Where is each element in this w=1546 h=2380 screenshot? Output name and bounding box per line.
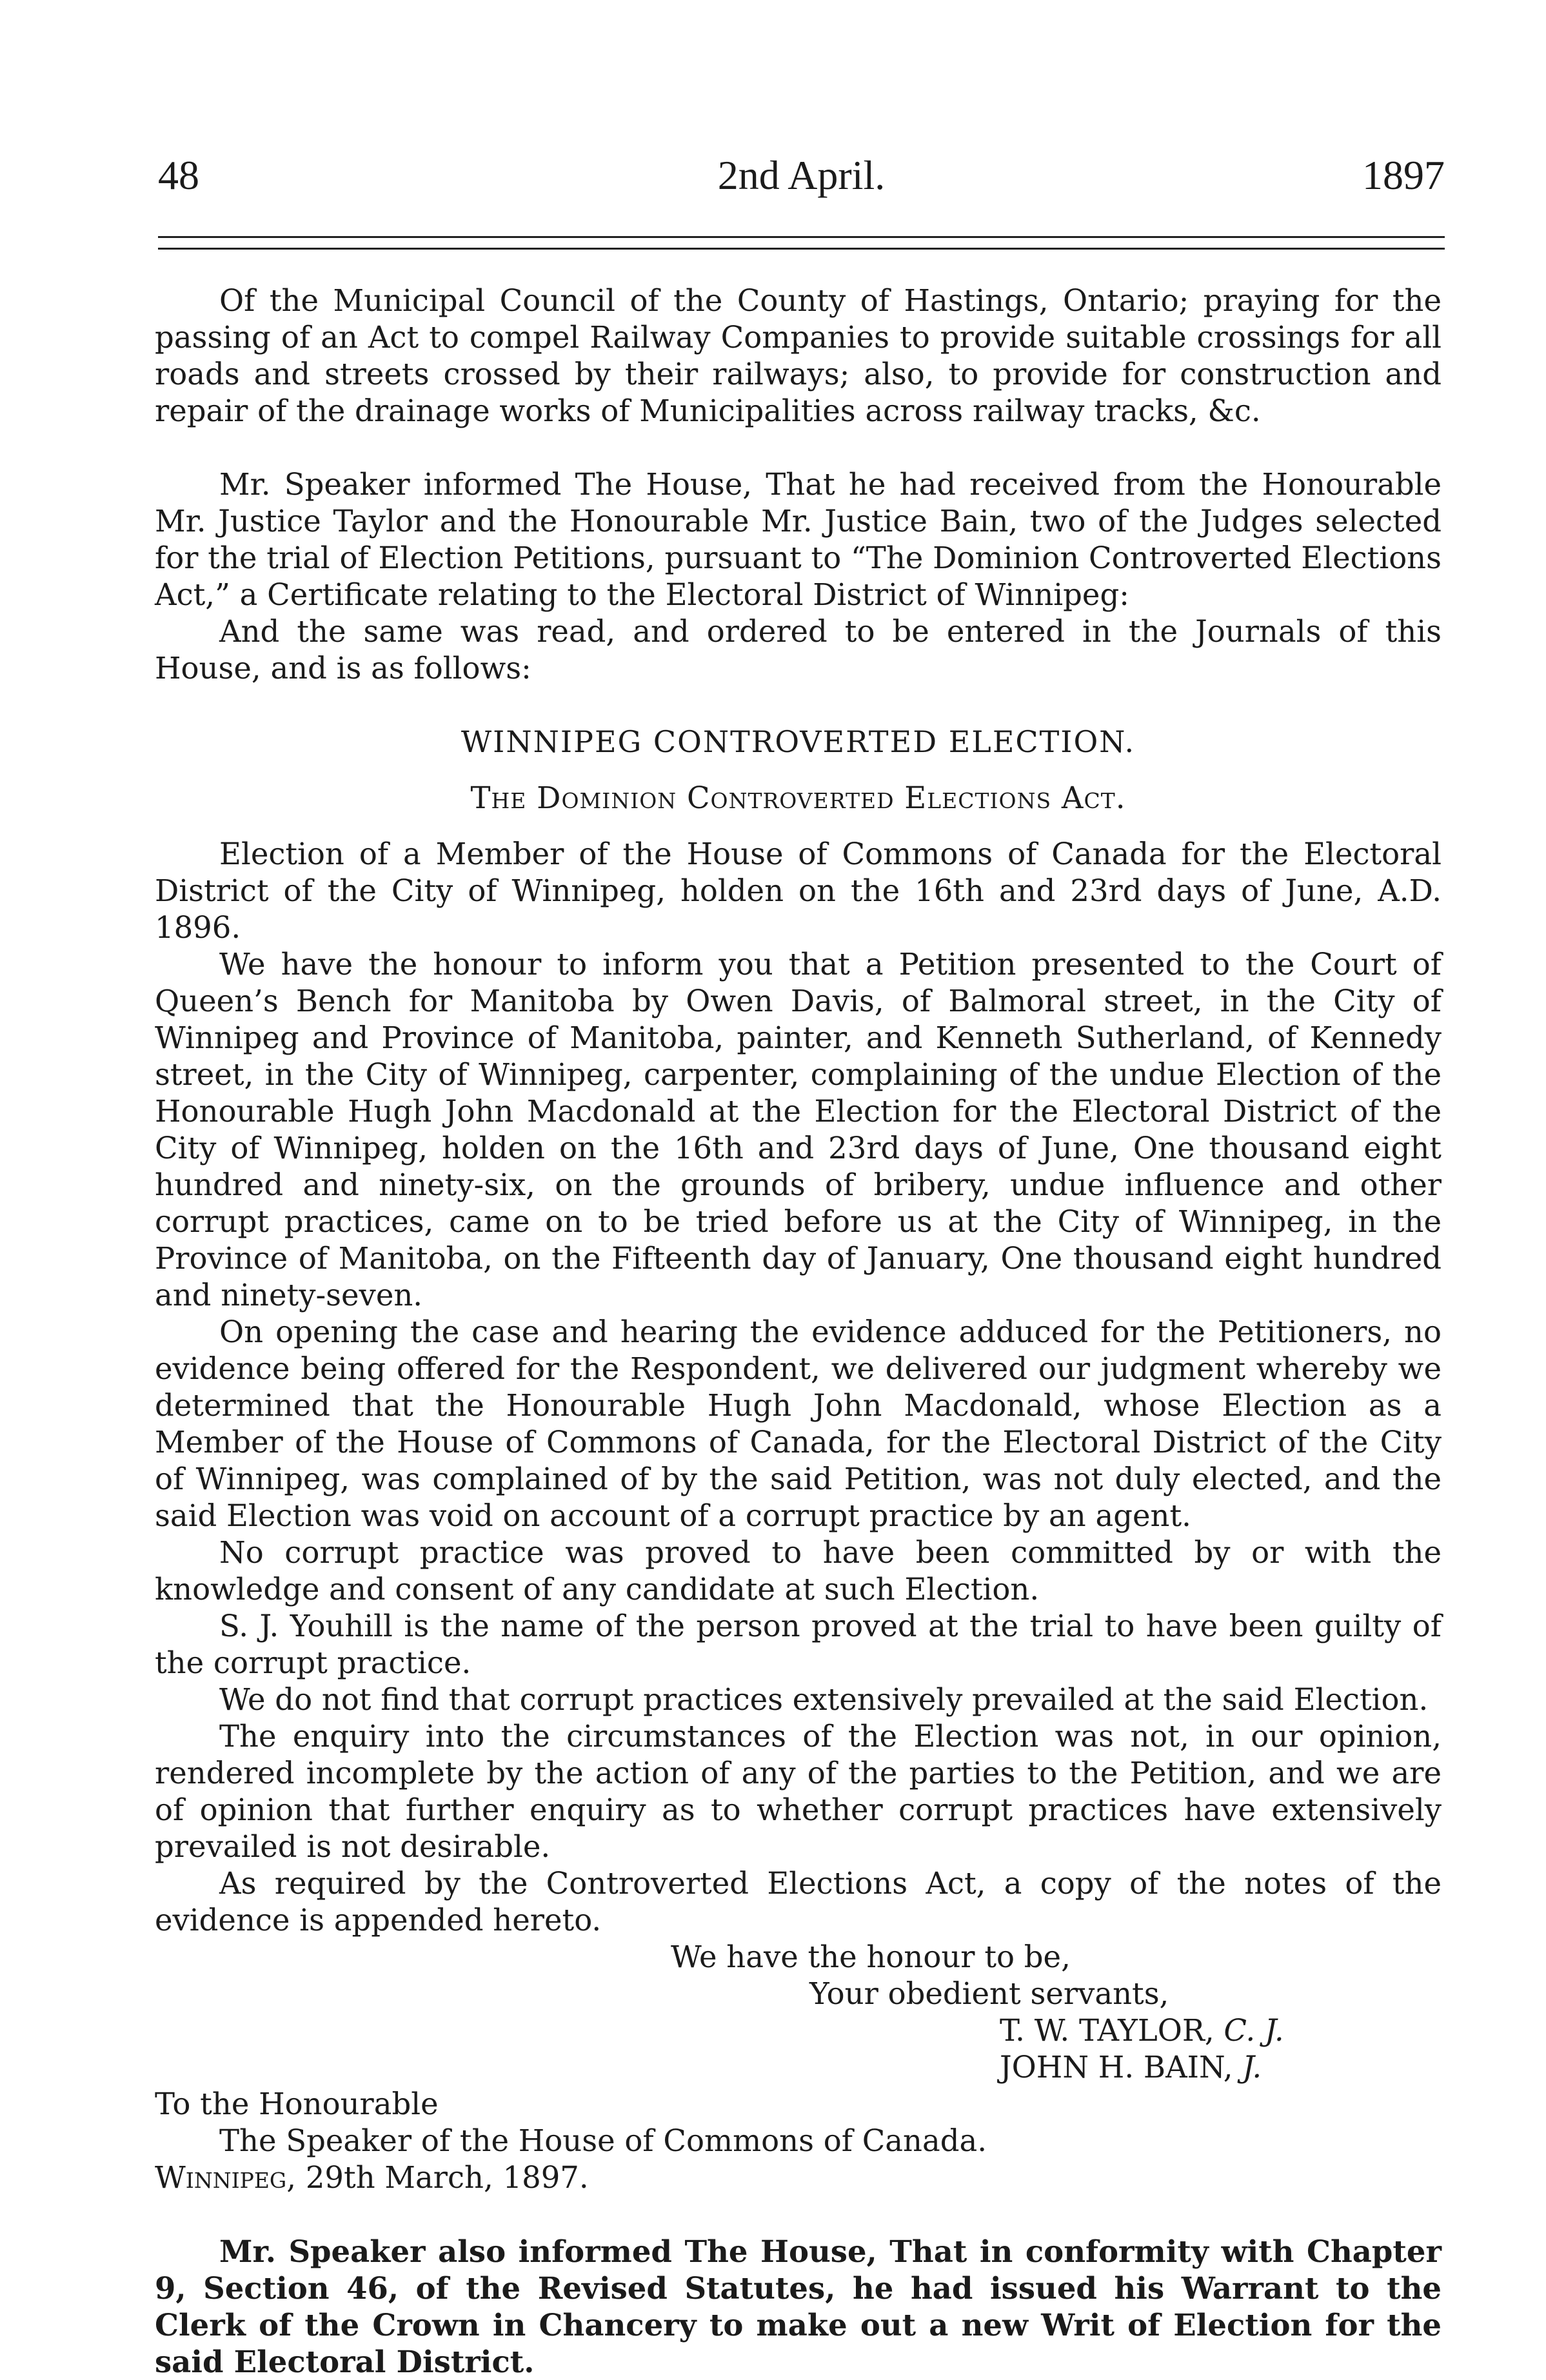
signatory-title: C. J. xyxy=(1224,2013,1284,2048)
petition-paragraph: Of the Municipal Council of the County of Hastings, Ontario; praying for the passing of an Act to compel Railway Companies to provide suitable crossings for all roads and streets crossed by their railways; also, to provide for construction and repair of the drainage works of Municipalities across railway tracks, &c. xyxy=(155,283,1442,428)
closing-line-2: Your obedient servants, xyxy=(809,1976,1169,2011)
rule-line-top xyxy=(158,236,1445,238)
signatory xyxy=(155,2049,1442,2086)
addressee-line-1: To the Honourable xyxy=(155,2087,439,2121)
signatory-name: JOHN H. BAIN, xyxy=(1000,2050,1233,2085)
closing-line-1: We have the honour to be, xyxy=(671,1939,1071,1974)
certificate-paragraph: The enquiry into the circumstances of the Election was not, in our opinion, rendered incomplete by the action of any of the parties to the Petition, and we are of opinion that further enquiry as to whether corrupt practices have extensively prevailed is not desirable. xyxy=(155,1719,1442,1864)
certificate-paragraph: We have the honour to inform you that a Petition presented to the Court of Queen’s Bench for Manitoba by Owen Davis, of Balmoral street, in the City of Winnipeg and Province of Manitoba, painter, and Kenneth Sutherland, of Kennedy street, in the City of Winnipeg, carpenter, complaining of the undue Election of the Honourable Hugh John Macdonald at the Election for the Electoral District of the City of Winnipeg, holden on the 16th and 23rd days of June, One thousand eight hundred and ninety-six, on the grounds of bribery, undue influence and other corrupt practices, came on to be tried before us at the City of Winnipeg, in the Province of Manitoba, on the Fifteenth day of January, One thousand eight hundred and ninety-seven. xyxy=(155,947,1442,1313)
place-name: Winnipeg, xyxy=(155,2160,297,2195)
page-header xyxy=(158,150,1445,201)
certificate-paragraph: Election of a Member of the House of Commons of Canada for the Electoral District of the City of Winnipeg, holden on the 16th and 23rd days of June, A.D. 1896. xyxy=(155,837,1442,945)
signatory-name: T. W. TAYLOR, xyxy=(1000,2013,1214,2048)
addressee-line-2: The Speaker of the House of Commons of Canada. xyxy=(219,2123,987,2158)
speaker-informed-paragraph: Mr. Speaker informed The House, That he had received from the Honourable Mr. Justice Taylor and the Honourable Mr. Justice Bain, two of the Judges selected for the trial of Election Petitions, pursuant to “The Dominion Controverted Elections Act,” a Certificate relating to the Electoral District of Winnipeg: xyxy=(155,467,1442,612)
certificate-title: WINNIPEG CONTROVERTED ELECTION. xyxy=(461,724,1136,759)
place-date: 29th March, 1897. xyxy=(305,2160,589,2195)
warrant-paragraph: Mr. Speaker also informed The House, That in conformity with Chapter 9, Section 46, of the Revised Statutes, he had issued his Warrant to the Clerk of the Crown in Chancery to make out a new Writ of Election for the said Electoral District. xyxy=(155,2234,1442,2379)
header-double-rule xyxy=(158,232,1445,253)
page-number: 48 xyxy=(158,152,199,198)
certificate-subtitle: The Dominion Controverted Elections Act. xyxy=(470,780,1126,815)
rule-line-bottom xyxy=(158,248,1445,250)
header-year: 1897 xyxy=(1362,152,1445,198)
page-body xyxy=(155,283,1442,2380)
certificate-paragraph: As required by the Controverted Elections Act, a copy of the notes of the evidence is appended hereto. xyxy=(155,1866,1442,1938)
header-date: 2nd April. xyxy=(717,152,886,198)
certificate-paragraph: S. J. Youhill is the name of the person proved at the trial to have been guilty of the corrupt practice. xyxy=(155,1609,1442,1680)
place-date-line xyxy=(155,2159,1442,2196)
signatory xyxy=(155,2012,1442,2049)
certificate-paragraph: On opening the case and hearing the evidence adduced for the Petitioners, no evidence being offered for the Respondent, we delivered our judgment whereby we determined that the Honourable Hugh John Macdonald, whose Election as a Member of the House of Commons of Canada, for the Electoral District of the City of Winnipeg, was complained of by the said Petition, was not duly elected, and the said Election was void on account of a corrupt practice by an agent. xyxy=(155,1314,1442,1533)
certificate-paragraph: No corrupt practice was proved to have been committed by or with the knowledge and consent of any candidate at such Election. xyxy=(155,1535,1442,1607)
certificate-paragraph: We do not find that corrupt practices extensively prevailed at the said Election. xyxy=(219,1682,1429,1717)
signatory-title: J. xyxy=(1242,2050,1262,2085)
same-read-paragraph: And the same was read, and ordered to be entered in the Journals of this House, and is as follows: xyxy=(155,614,1442,686)
